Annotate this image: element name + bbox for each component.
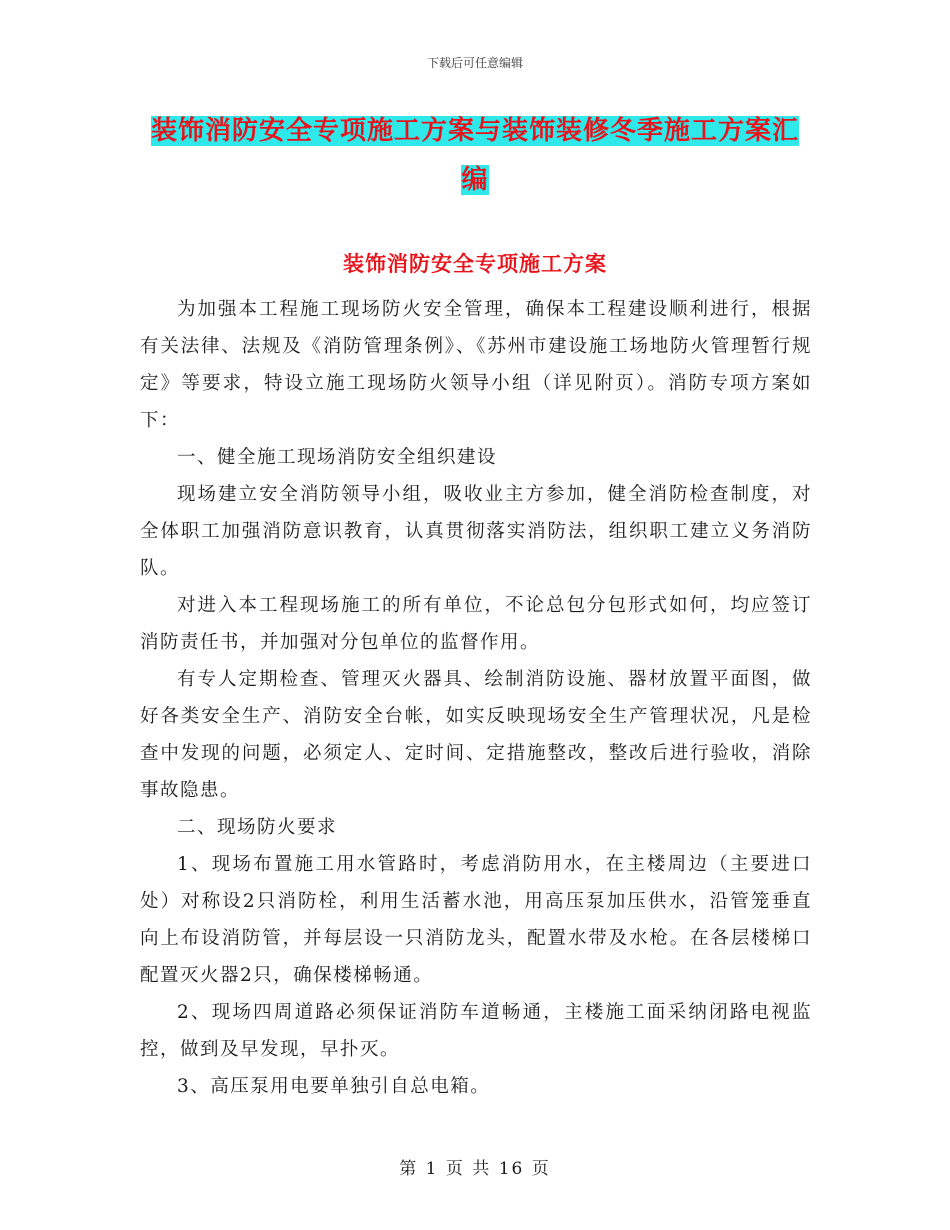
- paragraph: 3、高压泵用电要单独引自总电箱。: [177, 1076, 491, 1097]
- document-title-block: [140, 108, 810, 206]
- header-note: 下载后可任意编辑: [426, 56, 523, 70]
- paragraph: 对进入本工程现场施工的所有单位，不论总包分包形式如何，均应签订消防责任书，并加强对分包单位的监督作用。: [140, 595, 812, 653]
- heading-1: 一、健全施工现场消防安全组织建设: [177, 447, 498, 468]
- paragraph: 有专人定期检查、管理灭火器具、绘制消防设施、器材放置平面图，做好各类安全生产、消防安全台帐，如实反映现场安全生产管理状况，凡是检查中发现的问题，必须定人、定时间、定措施整改，整改后进行验收，消除事故隐患。: [140, 669, 812, 801]
- section-title: 装饰消防安全专项施工方案: [343, 252, 607, 276]
- document-title: 装饰消防安全专项施工方案与装饰装修冬季施工方案汇编: [150, 116, 799, 195]
- body-text: [140, 291, 812, 1105]
- paragraph: 为加强本工程施工现场防火安全管理，确保本工程建设顺利进行，根据有关法律、法规及《消防管理条例》、《苏州市建设施工场地防火管理暂行规定》等要求，特设立施工现场防火领导小组（详见附页）。消防专项方案如下：: [140, 299, 812, 431]
- page-footer: 第 1 页 共 16 页: [399, 1159, 551, 1179]
- paragraph: 2、现场四周道路必须保证消防车道畅通，主楼施工面采纳闭路电视监控，做到及早发现，早扑灭。: [140, 1002, 812, 1060]
- heading-2: 二、现场防火要求: [177, 817, 338, 838]
- paragraph: 1、现场布置施工用水管路时，考虑消防用水，在主楼周边（主要进口处）对称设2只消防栓，利用生活蓄水池，用高压泵加压供水，沿管笼垂直向上布设消防管，并每层设一只消防龙头，配置水带及水枪。在各层楼梯口配置灭火器2只，确保楼梯畅通。: [140, 854, 812, 986]
- paragraph: 现场建立安全消防领导小组，吸收业主方参加，健全消防检查制度，对全体职工加强消防意识教育，认真贯彻落实消防法，组织职工建立义务消防队。: [140, 484, 812, 579]
